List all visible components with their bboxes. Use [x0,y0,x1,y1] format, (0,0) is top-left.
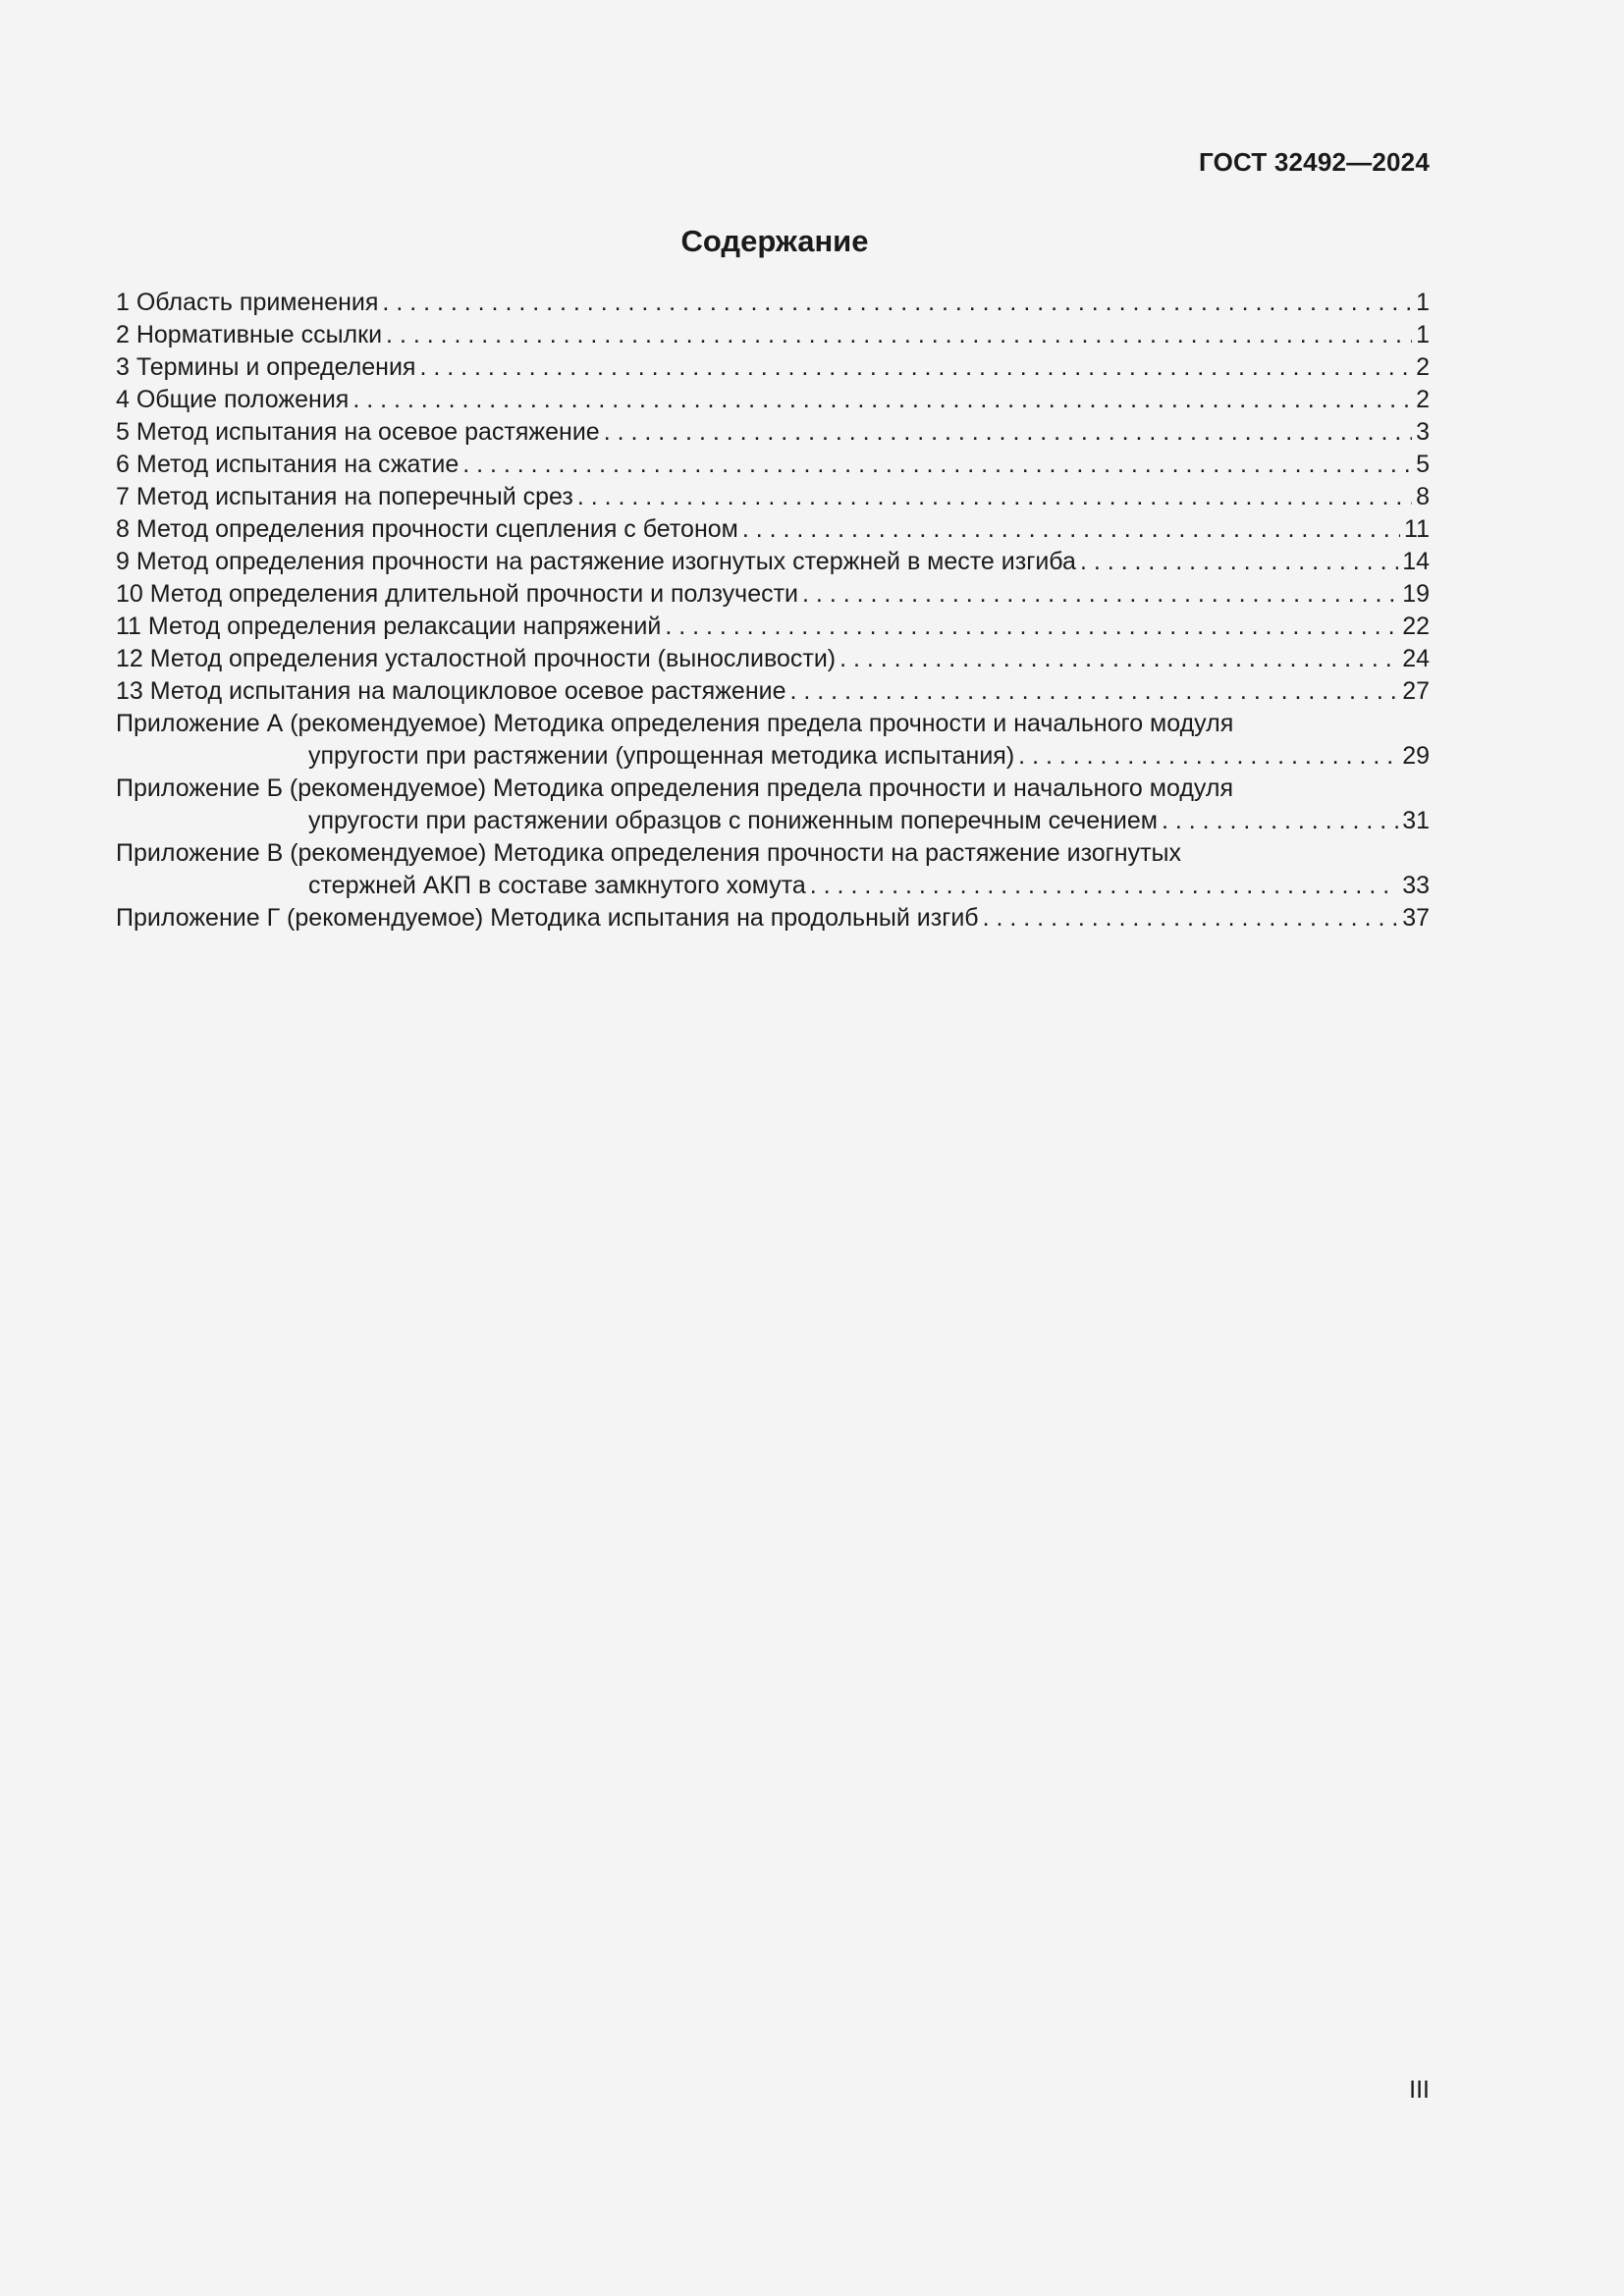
toc-dot-leader [462,449,1412,481]
toc-dot-leader [839,643,1398,675]
toc-entry-page: 37 [1402,904,1430,932]
toc-entry-page: 1 [1416,289,1430,316]
toc-entry-appendix-a-line1[interactable] [116,708,1430,740]
toc-entry-appendix-b-line2[interactable] [116,805,1430,837]
toc-entry-title-continuation: упругости при растяжении (упрощенная методика испытания) [308,742,1015,770]
toc-dot-leader [983,902,1399,934]
toc-dot-leader [577,481,1412,513]
toc-dot-leader [1018,740,1398,773]
toc-entry-section-6[interactable] [116,449,1430,481]
toc-entry-title: 7 Метод испытания на поперечный срез [116,483,573,510]
toc-entry-page: 3 [1416,418,1430,446]
toc-entry-page: 11 [1404,515,1430,543]
toc-dot-leader [604,416,1412,449]
toc-entry-title: 5 Метод испытания на осевое растяжение [116,418,600,446]
toc-entry-title-continuation: стержней АКП в составе замкнутого хомута [308,872,806,899]
toc-dot-leader [790,675,1399,708]
toc-entry-title: 1 Область применения [116,289,379,316]
toc-entry-title: 8 Метод определения прочности сцепления с бетоном [116,515,738,543]
toc-entry-page: 1 [1416,321,1430,348]
toc-dot-leader [1080,546,1398,578]
toc-entry-page: 31 [1402,807,1430,834]
toc-entry-appendix-v-line2[interactable] [116,870,1430,902]
toc-entry-section-11[interactable] [116,611,1430,643]
toc-entry-title-continuation: упругости при растяжении образцов с пониженным поперечным сечением [308,807,1158,834]
toc-entry-title: 13 Метод испытания на малоцикловое осевое растяжение [116,677,786,705]
toc-entry-page: 2 [1416,353,1430,381]
toc-entry-page: 2 [1416,386,1430,413]
toc-entry-title: 6 Метод испытания на сжатие [116,451,460,478]
toc-entry-section-10[interactable] [116,578,1430,611]
toc-entry-title: 10 Метод определения длительной прочности и ползучести [116,580,799,608]
toc-dot-leader [352,384,1412,416]
toc-entry-section-5[interactable] [116,416,1430,449]
toc-entry-title: Приложение Б (рекомендуемое) Методика определения предела прочности и начального модуля [116,774,1233,802]
toc-entry-page: 24 [1402,645,1430,672]
toc-entry-section-4[interactable] [116,384,1430,416]
toc-dot-leader [1162,805,1398,837]
toc-entry-title: 11 Метод определения релаксации напряжений [116,613,662,640]
toc-dot-leader [382,287,1412,319]
toc-dot-leader [810,870,1398,902]
toc-entry-page: 33 [1402,872,1430,899]
toc-entry-title: Приложение Г (рекомендуемое) Методика испытания на продольный изгиб [116,904,979,932]
toc-entry-section-13[interactable] [116,675,1430,708]
toc-entry-page: 27 [1402,677,1430,705]
toc-entry-title: Приложение А (рекомендуемое) Методика определения предела прочности и начального модуля [116,710,1234,737]
toc-entry-title: 9 Метод определения прочности на растяжение изогнутых стержней в месте изгиба [116,548,1076,575]
toc-entry-page: 22 [1402,613,1430,640]
page-number: III [1409,2076,1430,2104]
toc-entry-appendix-g[interactable] [116,902,1430,934]
toc-entry-section-1[interactable] [116,287,1430,319]
toc-dot-leader [802,578,1398,611]
toc-entry-page: 19 [1402,580,1430,608]
toc-entry-title: Приложение В (рекомендуемое) Методика определения прочности на растяжение изогнутых [116,839,1182,867]
toc-dot-leader [742,513,1400,546]
toc-title: Содержание [680,224,869,258]
toc-entry-page: 14 [1402,548,1430,575]
toc-entry-page: 29 [1402,742,1430,770]
toc-entry-appendix-v-line1[interactable] [116,837,1430,870]
toc-entry-section-7[interactable] [116,481,1430,513]
toc-entry-title: 2 Нормативные ссылки [116,321,383,348]
toc-entry-page: 8 [1416,483,1430,510]
toc-entry-title: 3 Термины и определения [116,353,416,381]
toc-entry-title: 4 Общие положения [116,386,350,413]
toc-dot-leader [386,319,1412,351]
toc-entry-appendix-a-line2[interactable] [116,740,1430,773]
toc-entry-section-12[interactable] [116,643,1430,675]
document-header-code: ГОСТ 32492—2024 [1199,147,1430,177]
toc-dot-leader [665,611,1398,643]
toc-dot-leader [419,351,1412,384]
toc-entry-title: 12 Метод определения усталостной прочности (выносливости) [116,645,837,672]
table-of-contents [116,287,1430,934]
toc-entry-page: 5 [1416,451,1430,478]
toc-entry-section-2[interactable] [116,319,1430,351]
toc-entry-appendix-b-line1[interactable] [116,773,1430,805]
toc-entry-section-8[interactable] [116,513,1430,546]
toc-entry-section-9[interactable] [116,546,1430,578]
toc-entry-section-3[interactable] [116,351,1430,384]
